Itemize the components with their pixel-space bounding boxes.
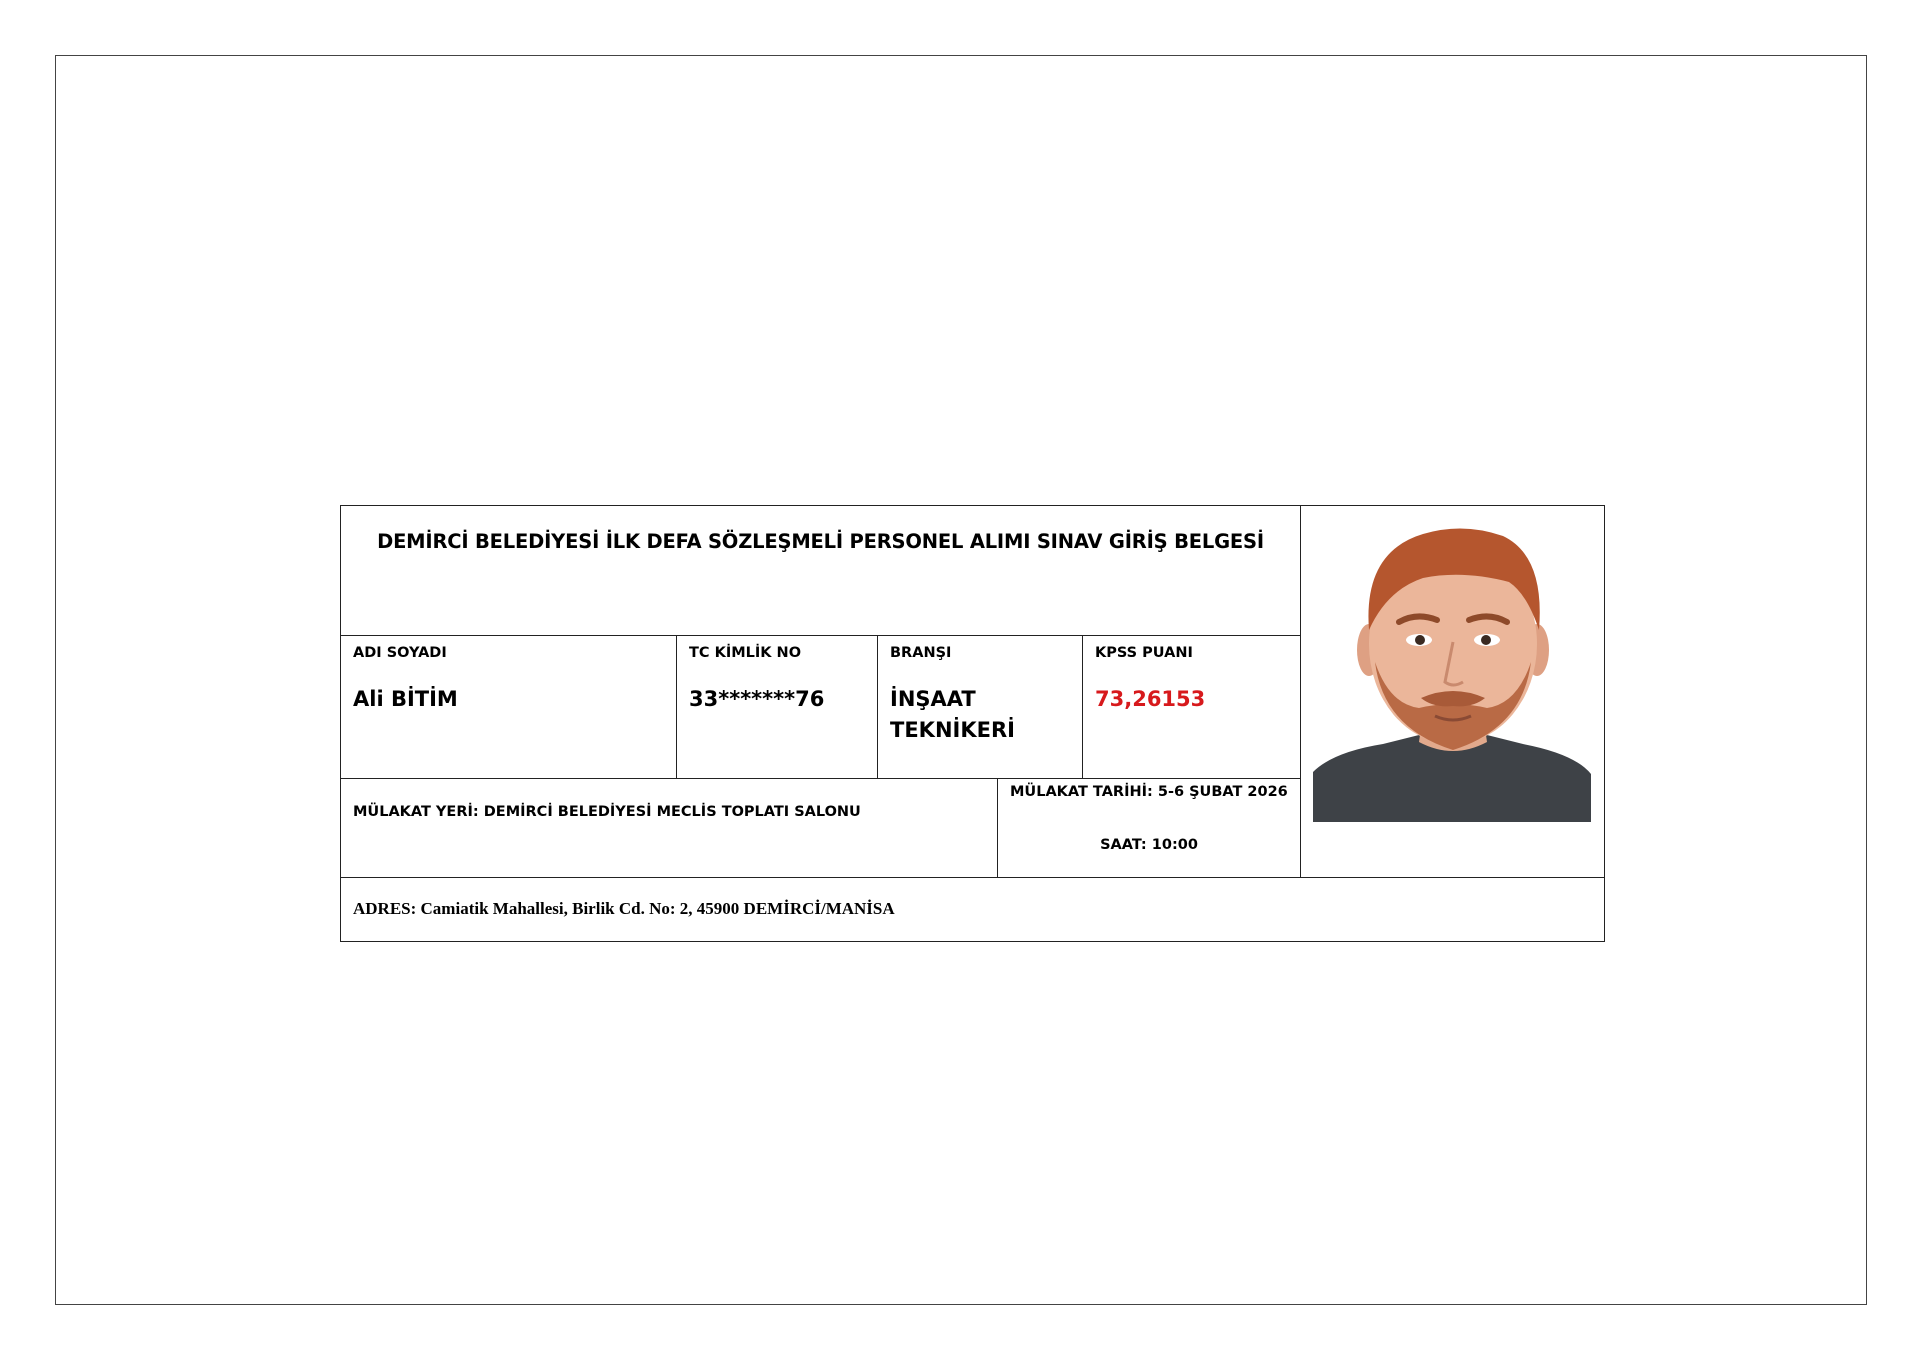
address: ADRES: Camiatik Mahallesi, Birlik Cd. No: 2, 45900 DEMİRCİ/MANİSA [353, 899, 895, 918]
id-number-value: 33*******76 [689, 687, 825, 711]
photo-cell [1301, 506, 1604, 878]
id-number-label: TC KİMLİK NO [689, 645, 802, 661]
interview-place: MÜLAKAT YERİ: DEMİRCİ BELEDİYESİ MECLİS TOPLATI SALONU [353, 804, 861, 820]
address-cell [341, 878, 1604, 941]
branch-value: İNŞAAT TEKNİKERİ [890, 687, 1015, 742]
branch-label: BRANŞI [890, 645, 952, 661]
document-title: DEMİRCİ BELEDİYESİ İLK DEFA SÖZLEŞMELİ PERSONEL ALIMI SINAV GİRİŞ BELGESİ [377, 530, 1264, 553]
candidate-photo [1313, 512, 1593, 822]
interview-date: MÜLAKAT TARİHİ: 5-6 ŞUBAT 2026 [1010, 784, 1288, 800]
name-cell [341, 636, 677, 779]
name-value: Ali BİTİM [353, 687, 458, 711]
interview-time: SAAT: 10:00 [1100, 837, 1198, 853]
interview-date-cell [998, 779, 1301, 878]
name-label: ADI SOYADI [353, 645, 447, 661]
exam-entry-card [340, 505, 1605, 942]
id-number-cell [677, 636, 878, 779]
kpss-score-label: KPSS PUANI [1095, 645, 1193, 661]
interview-place-cell [341, 779, 998, 878]
branch-cell [878, 636, 1083, 779]
kpss-score-cell [1083, 636, 1301, 779]
kpss-score-value: 73,26153 [1095, 687, 1206, 711]
title-cell [341, 506, 1301, 636]
